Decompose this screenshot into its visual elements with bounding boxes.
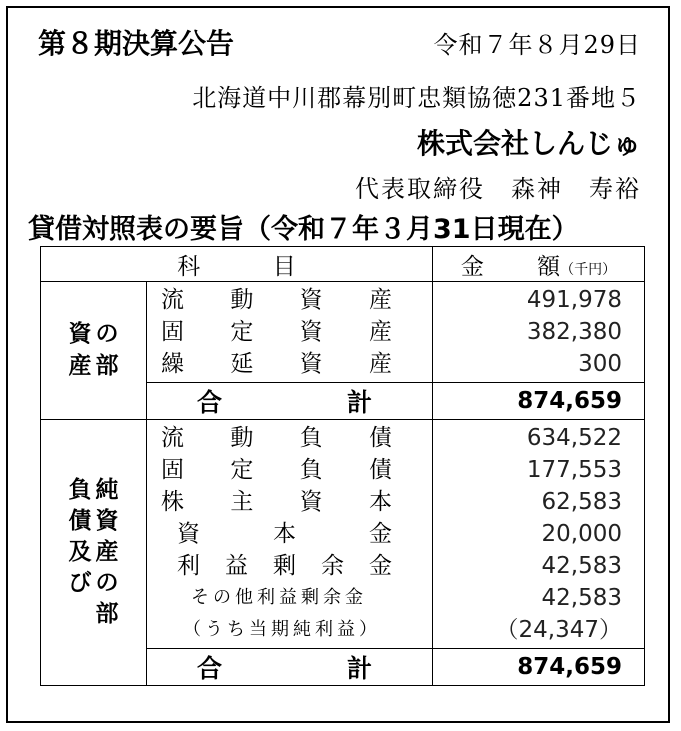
liabilities-items-row <box>41 420 645 649</box>
balance-sheet-table <box>40 246 645 686</box>
asset-item-deferred: 繰 延 資 産 <box>161 351 392 377</box>
assets-items-row <box>41 282 645 383</box>
liability-amount: 42,583 <box>541 553 622 579</box>
side-label-char: 部 <box>95 352 119 379</box>
asset-amount: 382,380 <box>526 319 622 345</box>
assets-total-label: 合 計 <box>147 383 433 420</box>
side-label-char: の <box>95 321 119 348</box>
assets-amount-list <box>433 282 645 383</box>
company-name: 株式会社しんじゅ <box>416 127 641 160</box>
amount-column-header <box>433 247 645 282</box>
liabilities-total-amount: 874,659 <box>433 649 645 686</box>
assets-item-list <box>147 282 433 383</box>
equity-item-capital: 資 本 金 <box>177 521 392 547</box>
item-header-char: 科 <box>177 253 201 280</box>
amount-unit: （千円） <box>560 261 617 278</box>
liability-amount: 62,583 <box>541 489 622 515</box>
notice-date: 令和７年８月29日 <box>433 31 641 59</box>
asset-item-current: 流 動 資 産 <box>161 287 392 313</box>
liabilities-total-label: 合 計 <box>147 649 433 686</box>
representative: 代表取締役 森神 寿裕 <box>355 175 641 203</box>
notice-title: 第８期決算公告 <box>38 27 235 60</box>
asset-amount: 491,978 <box>526 287 622 313</box>
asset-amount: 300 <box>578 351 622 377</box>
equity-item-shareholders: 株 主 資 本 <box>161 489 392 515</box>
liability-item-fixed: 固 定 負 債 <box>161 457 392 483</box>
liability-amount: 20,000 <box>541 521 622 547</box>
liability-amount: （24,347） <box>495 617 622 643</box>
liability-item-current: 流 動 負 債 <box>161 425 392 451</box>
amount-header-char: 金 <box>460 253 484 280</box>
table-header-row <box>41 247 645 282</box>
assets-total-amount: 874,659 <box>433 383 645 420</box>
liability-amount: 42,583 <box>541 585 622 611</box>
equity-item-retained-earnings: 利 益 剰 余 金 <box>177 553 392 579</box>
item-column-header <box>41 247 433 282</box>
liabilities-side-label: 負 債 及 び 純 資 産 の 部 <box>41 420 147 686</box>
side-label-char: 産 <box>68 352 92 379</box>
balance-sheet-title: 貸借対照表の要旨（令和７年３月31日現在） <box>28 214 579 245</box>
equity-item-net-income: （うち当期純利益） <box>183 619 381 640</box>
assets-side-label <box>41 282 147 420</box>
liabilities-item-list <box>147 420 433 649</box>
liabilities-amount-list <box>433 420 645 649</box>
item-header-char: 目 <box>272 253 296 280</box>
company-address: 北海道中川郡幕別町忠類協徳231番地５ <box>192 84 641 112</box>
side-label-char: 資 <box>68 321 92 348</box>
liability-amount: 177,553 <box>526 457 622 483</box>
liability-amount: 634,522 <box>526 425 622 451</box>
amount-header-char: 額 <box>537 253 561 280</box>
asset-item-fixed: 固 定 資 産 <box>161 319 392 345</box>
equity-item-other-retained: その他利益剰余金 <box>191 587 367 608</box>
